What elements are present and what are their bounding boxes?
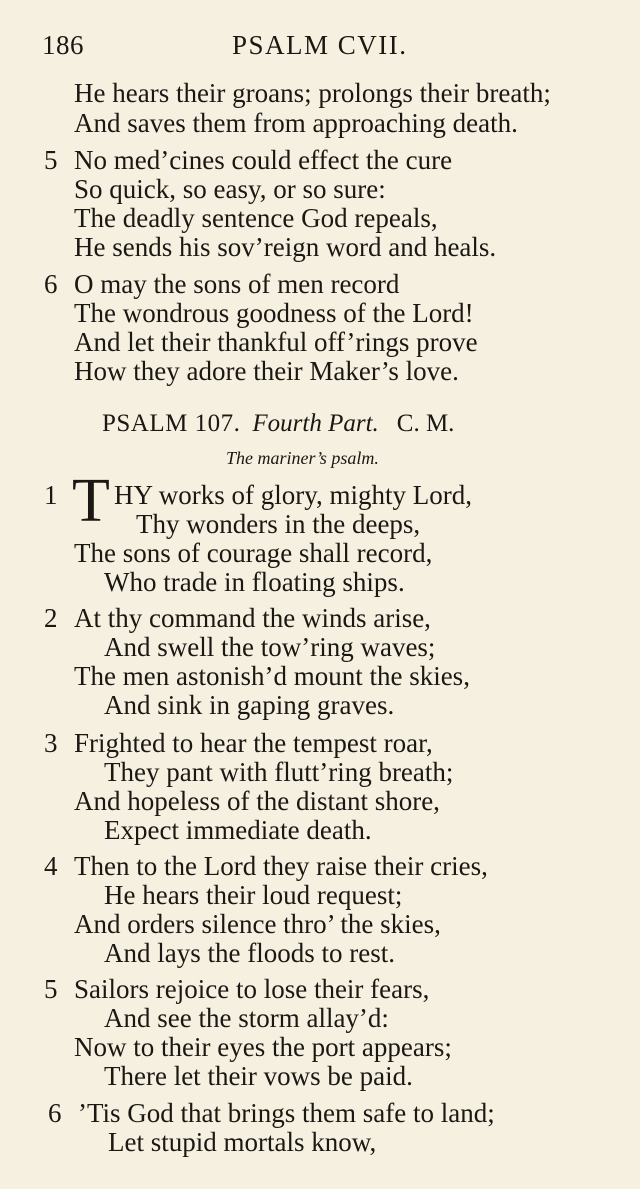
- section-meter: C. M.: [396, 410, 455, 437]
- verse-line: He hears their loud request;: [104, 880, 403, 910]
- verse-line: The men astonish’d mount the skies,: [74, 661, 470, 691]
- verse-line: Thy wonders in the deeps,: [136, 509, 421, 539]
- verse-line: Frighted to hear the tempest roar,: [74, 728, 433, 758]
- verse-line: ’Tis God that brings them safe to land;: [78, 1098, 495, 1128]
- verse-line: Sailors rejoice to lose their fears,: [74, 974, 430, 1004]
- verse-line: He sends his sov’reign word and heals.: [74, 232, 497, 262]
- verse-line: There let their vows be paid.: [104, 1061, 413, 1091]
- verse-number: 2: [44, 603, 58, 633]
- verse-line: Now to their eyes the port appears;: [74, 1032, 452, 1062]
- verse-line: The wondrous goodness of the Lord!: [74, 298, 474, 328]
- verse-line: How they adore their Maker’s love.: [74, 356, 459, 386]
- verse-line: Let stupid mortals know,: [108, 1127, 377, 1157]
- verse-line: And see the storm allay’d:: [104, 1003, 389, 1033]
- verse-number: 1: [44, 480, 58, 510]
- verse-line: And sink in gaping graves.: [104, 690, 395, 720]
- running-title: PSALM CVII.: [232, 30, 408, 60]
- verse-line: The sons of courage shall record,: [74, 538, 433, 568]
- section-title: PSALM 107.: [102, 410, 241, 437]
- section-heading: [102, 410, 562, 438]
- continued-line: He hears their groans; prolongs their breath;: [74, 78, 551, 108]
- verse-line: Expect immediate death.: [104, 815, 372, 845]
- verse-line: The deadly sentence God repeals,: [74, 203, 438, 233]
- verse-line: HY works of glory, mighty Lord,: [114, 480, 472, 510]
- verse-line: They pant with flutt’ring breath;: [104, 757, 454, 787]
- verse-number: 3: [44, 728, 58, 758]
- verse-line: At thy command the winds arise,: [74, 603, 431, 633]
- verse-line: And hopeless of the distant shore,: [74, 786, 440, 816]
- section-part: Fourth Part.: [252, 410, 379, 437]
- verse-line: Then to the Lord they raise their cries,: [74, 851, 488, 881]
- page-number: 186: [42, 30, 84, 60]
- verse-number: 6: [48, 1098, 62, 1128]
- verse-number: 4: [44, 851, 58, 881]
- verse-line: Who trade in floating ships.: [104, 567, 405, 597]
- verse-number: 5: [44, 145, 58, 175]
- section-caption: The mariner’s psalm.: [226, 448, 379, 468]
- verse-number: 6: [44, 269, 58, 299]
- continued-line: And saves them from approaching death.: [74, 108, 518, 138]
- verse-line: So quick, so easy, or so sure:: [74, 174, 386, 204]
- verse-line: And swell the tow’ring waves;: [104, 632, 436, 662]
- verse-line: O may the sons of men record: [74, 269, 400, 299]
- verse-number: 5: [44, 974, 58, 1004]
- verse-line: No med’cines could effect the cure: [74, 145, 453, 175]
- verse-line: And lays the floods to rest.: [104, 938, 395, 968]
- verse-line: And let their thankful off’rings prove: [74, 327, 478, 357]
- drop-cap: T: [72, 467, 110, 535]
- verse-line: And orders silence thro’ the skies,: [74, 909, 441, 939]
